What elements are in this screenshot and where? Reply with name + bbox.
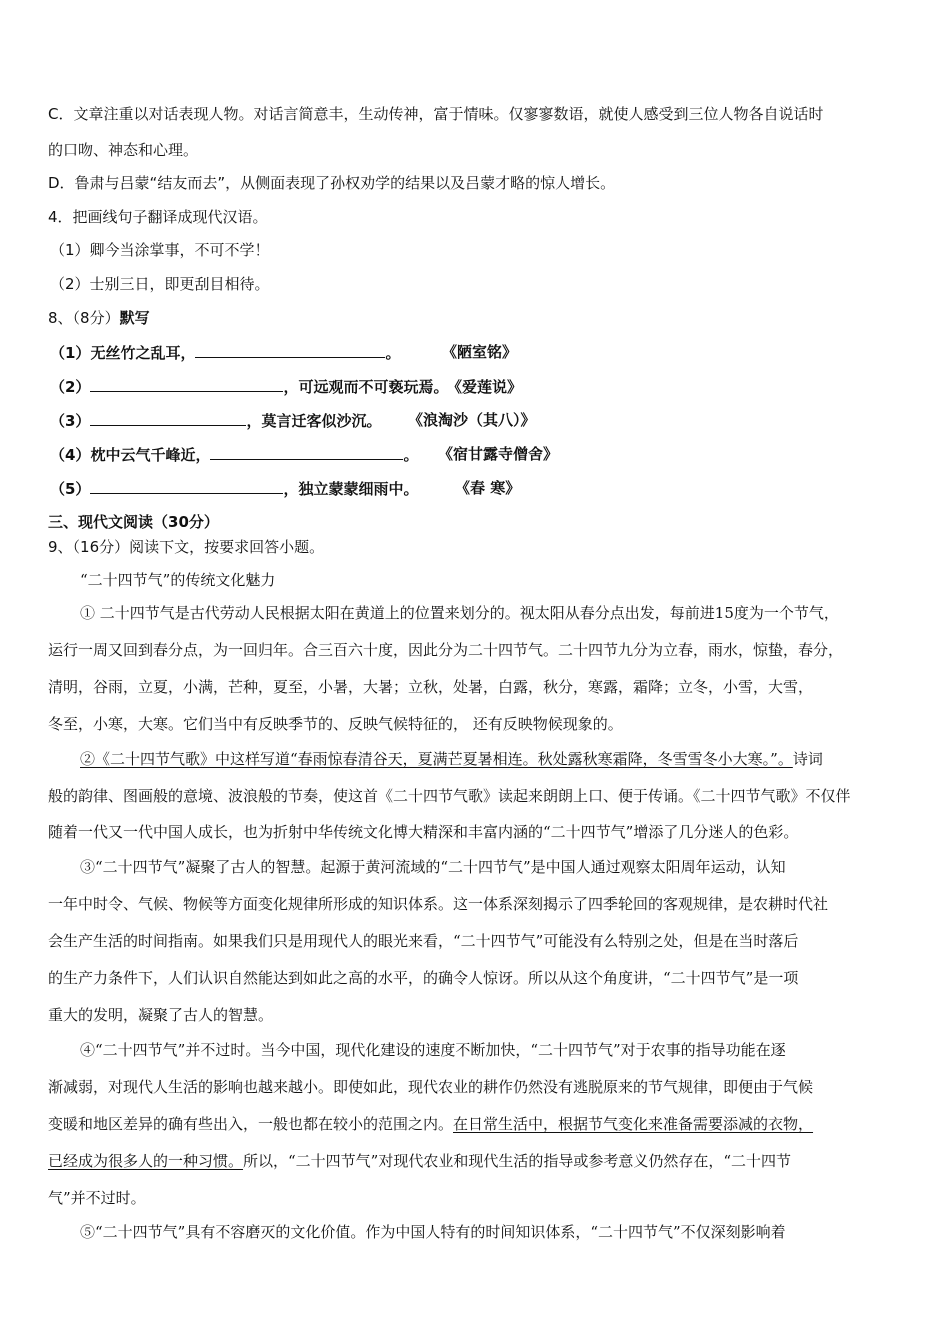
item-source: 《宿甘露寺僧舍》 bbox=[438, 445, 559, 463]
para3-line: ③“二十四节气”凝聚了古人的智慧。起源于黄河流域的“二十四节气”是中国人通过观察太阳周年运动，认知 bbox=[80, 858, 786, 876]
para3-line: 会生产生活的时间指南。如果我们只是用现代人的眼光来看，“二十四节气”可能没有么特别之处，但是在当时落后 bbox=[48, 932, 799, 950]
para3-line: 一年中时令、气候、物候等方面变化规律所形成的知识体系。这一体系深刻揭示了四季轮回的客观规律，是农耕时代社 bbox=[48, 895, 829, 913]
para2-line bbox=[80, 749, 823, 769]
item-before: 无丝竹之乱耳， bbox=[90, 344, 196, 362]
para2-line: 般的韵律、图画般的意境、波浪般的节奏，使这首《二十四节气歌》读起来朗朗上口、便于传诵。《二十四节气歌》不仅伴 bbox=[48, 787, 851, 805]
para4-line bbox=[48, 1151, 791, 1171]
item-after: ，莫言迁客似沙沉。 bbox=[246, 412, 382, 430]
underlined-sentence: 在日常生活中，根据节气变化来准备需要添减的衣物， bbox=[453, 1115, 814, 1133]
item-number: （2） bbox=[50, 378, 91, 396]
article-title: “二十四节气”的传统文化魅力 bbox=[80, 571, 276, 589]
section3-heading: 三、现代文阅读（30分） bbox=[48, 513, 219, 531]
para4-line: 气”并不过时。 bbox=[48, 1189, 146, 1207]
para4-line bbox=[48, 1114, 813, 1134]
item-source: 《爱莲说》 bbox=[454, 378, 522, 396]
item-source: 《春 寒》 bbox=[455, 479, 521, 497]
option-c-line1: C．文章注重以对话表现人物。对话言简意丰，生动传神，富于情味。仅寥寥数语，就使人感受到三位人物各自说话时 bbox=[48, 105, 824, 123]
item-number: （1） bbox=[50, 344, 91, 362]
para2-text: 诗词 bbox=[792, 750, 823, 768]
dictation-item-3 bbox=[50, 410, 610, 431]
answer-blank[interactable] bbox=[90, 376, 283, 392]
para1-line: 运行一周又回到春分点，为一回归年。合三百六十度，因此分为二十四节气。二十四节九分为立春，雨水，惊蛰，春分， bbox=[48, 641, 844, 659]
q8-title: 默写 bbox=[119, 309, 150, 327]
para3-line: 的生产力条件下，人们认识自然能达到如此之高的水平，的确令人惊讶。所以从这个角度讲，“二十四节气”是一项 bbox=[48, 969, 799, 987]
answer-blank[interactable] bbox=[90, 478, 283, 494]
answer-blank[interactable] bbox=[195, 342, 385, 358]
para1-line: ① 二十四节气是古代劳动人民根据太阳在黄道上的位置来划分的。视太阳从春分点出发，每前进15度为一个节气， bbox=[80, 604, 839, 622]
q9-stem: 9、（16分）阅读下文，按要求回答小题。 bbox=[48, 538, 325, 556]
q4-stem: 4．把画线句子翻译成现代汉语。 bbox=[48, 208, 268, 226]
underlined-sentence: 已经成为很多人的一种习惯。 bbox=[48, 1152, 244, 1170]
q8-heading bbox=[48, 308, 150, 328]
q8-number: 8、（8分） bbox=[48, 309, 120, 327]
dictation-item-4 bbox=[50, 444, 610, 465]
item-number: （5） bbox=[50, 480, 91, 498]
para1-line: 清明，谷雨，立夏，小满，芒种，夏至，小暑，大暑；立秋，处暑，白露，秋分，寒露，霜降；立冬，小雪，大雪， bbox=[48, 678, 814, 696]
para4-line: 渐减弱，对现代人生活的影响也越来越小。即使如此，现代农业的耕作仍然没有逃脱原来的节气规律，即便由于气候 bbox=[48, 1078, 814, 1096]
dictation-item-2 bbox=[50, 376, 610, 397]
item-after: 。 bbox=[385, 344, 401, 362]
para5-line: ⑤“二十四节气”具有不容磨灭的文化价值。作为中国人特有的时间知识体系，“二十四节气”不仅深刻影响着 bbox=[80, 1223, 786, 1241]
item-number: （4） bbox=[50, 446, 91, 464]
para3-line: 重大的发明，凝聚了古人的智慧。 bbox=[48, 1006, 274, 1024]
para4-line: ④“二十四节气”并不过时。当今中国，现代化建设的速度不断加快，“二十四节气”对于农事的指导功能在逐 bbox=[80, 1041, 786, 1059]
para1-line: 冬至，小寒，大寒。它们当中有反映季节的、反映气候特征的， 还有反映物候现象的。 bbox=[48, 715, 623, 733]
q4-sentence-2: （2）士别三日，即更刮目相待。 bbox=[50, 275, 270, 293]
option-d: D．鲁肃与吕蒙“结友而去”，从侧面表现了孙权劝学的结果以及吕蒙才略的惊人增长。 bbox=[48, 174, 616, 192]
item-source: 《浪淘沙（其八）》 bbox=[408, 411, 536, 429]
answer-blank[interactable] bbox=[210, 444, 403, 460]
item-before: 枕中云气千峰近， bbox=[90, 446, 211, 464]
underlined-sentence: ②《二十四节气歌》中这样写道“春雨惊春清谷天，夏满芒夏暑相连。秋处露秋寒霜降，冬雪雪冬小大寒。”。 bbox=[80, 750, 793, 768]
item-after: ，可远观而不可亵玩焉。 bbox=[283, 378, 449, 396]
item-after: ，独立蒙蒙细雨中。 bbox=[283, 480, 419, 498]
para4-text: 所以，“二十四节气”对现代农业和现代生活的指导或参考意义仍然存在，“二十四节 bbox=[243, 1152, 792, 1170]
q4-sentence-1: （1）卿今当涂掌事，不可不学！ bbox=[50, 241, 270, 259]
dictation-item-5 bbox=[50, 478, 610, 499]
para2-line: 随着一代又一代中国人成长，也为折射中华传统文化博大精深和丰富内涵的“二十四节气”增添了几分迷人的色彩。 bbox=[48, 823, 799, 841]
item-source: 《陋室铭》 bbox=[442, 343, 518, 361]
item-after: 。 bbox=[403, 446, 419, 464]
item-number: （3） bbox=[50, 412, 91, 430]
para4-text: 变暖和地区差异的确有些出入，一般也都在较小的范围之内。 bbox=[48, 1115, 454, 1133]
answer-blank[interactable] bbox=[90, 410, 246, 426]
option-c-line2: 的口吻、神态和心理。 bbox=[48, 141, 199, 159]
dictation-item-1 bbox=[50, 342, 610, 363]
